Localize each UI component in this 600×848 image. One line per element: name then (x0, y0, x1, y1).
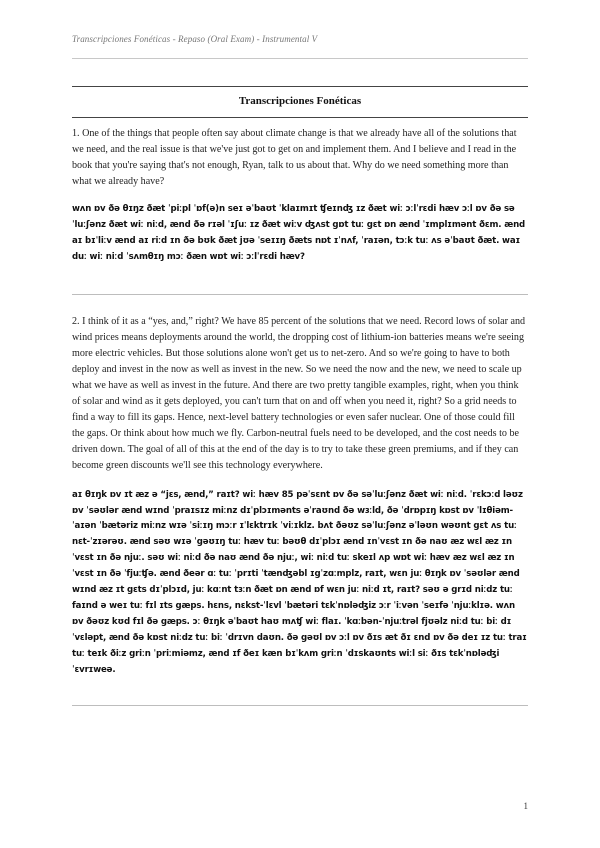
running-header: Transcripciones Fonéticas - Repaso (Oral Exam) - Instrumental V (72, 34, 318, 44)
transcription-2-text: aɪ θɪŋk ɒv ɪt æz ə “jɛs, ænd,” raɪt? wiː hæv 85 pəˈsɛnt ɒv ðə səˈluːʃənz ðæt wiː niːd. ˈrɛkɔːd ləʊz ɒv ˈsəʊlər ænd wɪnd ˈpraɪsɪz miːnz dɪˈplɔɪmənts əˈraʊnd ðə wɜːld, ðə ˈdrɒpɪŋ kɒst ɒv ˈlɪθiəm-ˈaɪən ˈbætəriz miːnz wɪə ˈsiːɪŋ mɔːr ɪˈlɛktrɪk ˈviːɪklz. bʌt ðəʊz səˈluːʃənz əˈləʊn wəʊnt gɛt ʌs tuː nɛt-ˈzɪərəʊ. ænd səʊ wɪə ˈgəʊɪŋ tuː hæv tuː bəʊθ dɪˈplɔɪ ænd ɪnˈvɛst ɪn ðə naʊ æz wɛl æz ɪnˈvɛst ɪn ðə njuː. səʊ wiː niːd ðə naʊ ænd ðə njuː, wiː niːd tuː skeɪl ʌp wɒt wiː hæv æz wɛl æz ɪnˈvɛst ɪn ðə ˈfjuːʧə. ænd ðeər ɑː tuː ˈprɪti ˈtænʤəbl ɪgˈzɑːmplz, raɪt, wɛn juː θɪŋk ɒv ˈsəʊlər ænd wɪnd æz ɪt gɛts dɪˈplɔɪd, juː kɑːnt tɜːn ðæt ɒn ænd ɒf wɛn juː niːd ɪt, raɪt? səʊ ə grɪd niːdz tuː faɪnd ə weɪ tuː fɪl ɪts gæps. hɛns, nɛkst-ˈlɛvl ˈbætəri tɛkˈnɒləʤiz ɔːr ˈiːvən ˈseɪfə ˈnjuːklɪə. wʌn ɒv ðəʊz kʊd fɪl ðə gæps. ɔː θɪŋk əˈbaʊt haʊ mʌʧ wiː flaɪ. ˈkɑːbən-ˈnjuːtrəl fjʊəlz niːd tuː biː dɪˈvɛləpt, ænd ðə kɒst niːdz tuː biː ˈdrɪvn daʊn. ðə gəʊl ɒv ɔːl ɒv ðɪs æt ðɪ ɛnd ɒv ðə deɪ ɪz tuː traɪ tuː teɪk ðiːz griːn ˈpriːmiəmz, ænd ɪf ðeɪ kæn bɪˈkʌm griːn ˈdɪskaʊnts wiːl siː ðɪs tɛkˈnɒləʤi ˈɛvrɪweə. (72, 489, 527, 675)
section-divider (72, 705, 528, 706)
question-1-text: 1. One of the things that people often say about climate change is that we already have all of the solutions that we need, and the real issue is that we've just got to get on and implement them. And I believe and I read in the book that you're saying that's not enough, Ryan, talk to us about that. Why do we need something more than what we already have? (72, 128, 517, 187)
header-divider (72, 58, 528, 59)
question-2-text: 2. I think of it as a “yes, and,” right? We have 85 percent of the solutions that we need. Record lows of solar and wind prices means deployments around the world, the dropping cost of lithium-ion batteries means we're seeing more electric vehicles. But those solutions alone won't get us to net-zero. And so we're going to have to both deploy and invest in the now as well as invest in the new. So we need the now and the new, we need to scale up what we have as well as invest in the future. And there are two pretty tangible examples, right, when you think of solar and wind as it gets deployed, you can't turn that on and off when you need it, right? So a grid needs to find a way to fill its gaps. Hence, next-level battery technologies or even safer nuclear. One of those could fill the gaps. Or think about how much we fly. Carbon-neutral fuels need to be developed, and the cost needs to be driven down. The goal of all of this at the end of the day is to try to take these green premiums, and if they can become green discounts we'll see this technology everywhere. (72, 315, 526, 471)
transcription-1-text: wʌn ɒv ðə θɪŋz ðæt ˈpiːpl ˈɒf(ə)n seɪ əˈbaʊt ˈklaɪmɪt ʧeɪnʤ ɪz ðæt wiː ɔːlˈrɛdi hæv ɔːl ɒv ðə səˈluːʃənz ðæt wiː niːd, ænd ðə rɪəl ˈɪʃuː ɪz ðæt wiːv ʤʌst gɒt tuː gɛt ɒn ænd ˈɪmplɪmənt ðɛm. ænd aɪ bɪˈliːv ænd aɪ riːd ɪn ðə bʊk ðæt jʊə ˈseɪɪŋ ðæts nɒt ɪˈnʌf, ˈraɪən, tɔːk tuː ʌs əˈbaʊt ðæt. waɪ duː wiː niːd ˈsʌmθɪŋ mɔː ðæn wɒt wiː ɔːlˈrɛdi hæv? (72, 204, 526, 262)
document-body (72, 126, 528, 706)
title-box (72, 86, 528, 118)
page-number: 1 (523, 801, 528, 811)
document-title: Transcripciones Fonéticas (238, 95, 362, 107)
